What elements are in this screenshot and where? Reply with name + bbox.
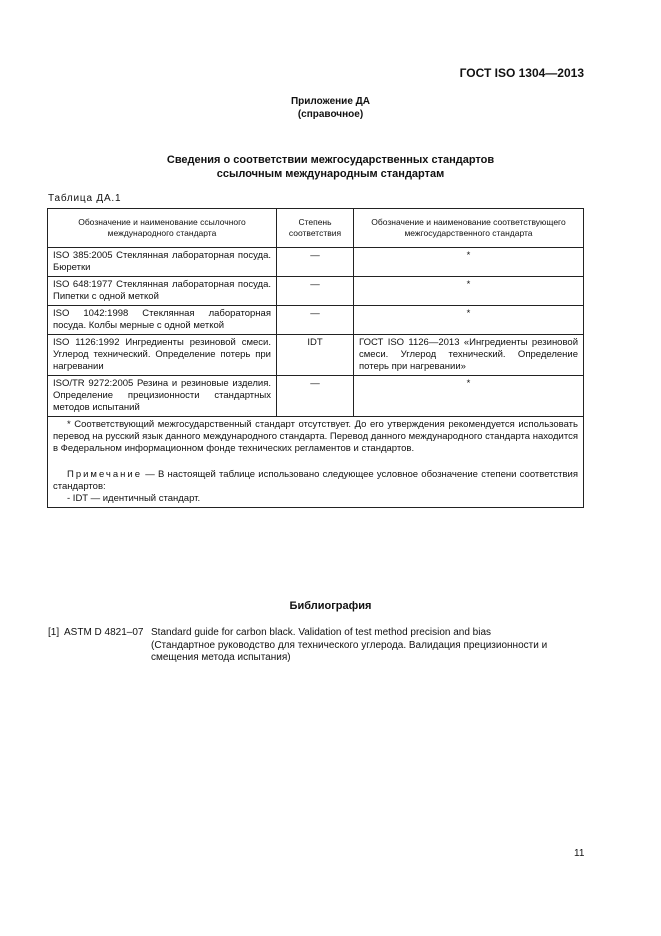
table-row bbox=[48, 376, 584, 417]
cell-degree: — bbox=[277, 277, 354, 306]
table-label: Таблица ДА.1 bbox=[48, 193, 122, 204]
cell-degree: — bbox=[277, 376, 354, 417]
cell-national: ГОСТ ISO 1126—2013 «Ингредиенты резиновой смеси. Углерод технический. Определение потерь при нагревании» bbox=[354, 335, 584, 376]
cell-reference: ISO/TR 9272:2005 Резина и резиновые изделия. Определение прецизионности стандартных методов испытаний bbox=[48, 376, 277, 417]
bibliography-code: ASTM D 4821–07 bbox=[64, 627, 144, 638]
appendix-subtitle: (справочное) bbox=[297, 109, 364, 120]
cell-reference: ISO 385:2005 Стеклянная лабораторная посуда. Бюретки bbox=[48, 248, 277, 277]
table-footer-row bbox=[48, 417, 584, 508]
bibliography-title: Библиография bbox=[289, 600, 372, 612]
table-footnote: * Соответствующий межгосударственный стандарт отсутствует. До его утверждения рекомендуется использовать перевод на русский язык данного международного стандарта. Перевод данного международного стандарта находится в Федеральном информационном фонде технических регламентов и стандартов. bbox=[53, 419, 578, 454]
appendix-heading bbox=[0, 95, 661, 121]
note-text: — В настоящей таблице использовано следующее условное обозначение степени соответствия стандартов: bbox=[53, 469, 579, 492]
table-row bbox=[48, 335, 584, 376]
table-row bbox=[48, 248, 584, 277]
cell-national: * bbox=[354, 248, 584, 277]
cell-reference: ISO 648:1977 Стеклянная лабораторная посуда. Пипетки с одной меткой bbox=[48, 277, 277, 306]
table-header-row bbox=[48, 209, 584, 248]
cell-national: * bbox=[354, 306, 584, 335]
section-title-line-2: ссылочным международным стандартам bbox=[216, 168, 445, 180]
cell-degree: — bbox=[277, 306, 354, 335]
cell-degree: IDT bbox=[277, 335, 354, 376]
cell-degree: — bbox=[277, 248, 354, 277]
note-label: Примечание bbox=[67, 469, 142, 480]
page-number: 11 bbox=[574, 848, 585, 859]
bibliography-text bbox=[151, 627, 585, 665]
table-row bbox=[48, 306, 584, 335]
column-header-national: Обозначение и наименование соответствующего межгосударственного стандарта bbox=[354, 209, 584, 248]
cell-national: * bbox=[354, 376, 584, 417]
correspondence-table bbox=[47, 208, 584, 508]
note-item: - IDT — идентичный стандарт. bbox=[67, 493, 201, 504]
bibliography-translation: (Стандартное руководство для технического углерода. Валидация прецизионности и смещения метода испытания) bbox=[151, 639, 548, 663]
section-title bbox=[0, 153, 661, 181]
table-note bbox=[53, 469, 578, 493]
appendix-title: Приложение ДА bbox=[290, 96, 371, 107]
document-code: ГОСТ ISO 1304—2013 bbox=[459, 66, 584, 80]
bibliography-number: [1] bbox=[48, 627, 60, 638]
bibliography-original-title: Standard guide for carbon black. Validation of test method precision and bias bbox=[151, 627, 492, 638]
cell-reference: ISO 1042:1998 Стеклянная лабораторная посуда. Колбы мерные с одной меткой bbox=[48, 306, 277, 335]
column-header-degree: Степень соответствия bbox=[277, 209, 354, 248]
cell-reference: ISO 1126:1992 Ингредиенты резиновой смеси. Углерод технический. Определение потерь при нагревании bbox=[48, 335, 277, 376]
section-title-line-1: Сведения о соответствии межгосударственных стандартов bbox=[166, 154, 495, 166]
cell-national: * bbox=[354, 277, 584, 306]
column-header-reference: Обозначение и наименование ссылочного международного стандарта bbox=[48, 209, 277, 248]
table-row bbox=[48, 277, 584, 306]
table-footnote-cell bbox=[48, 417, 584, 508]
